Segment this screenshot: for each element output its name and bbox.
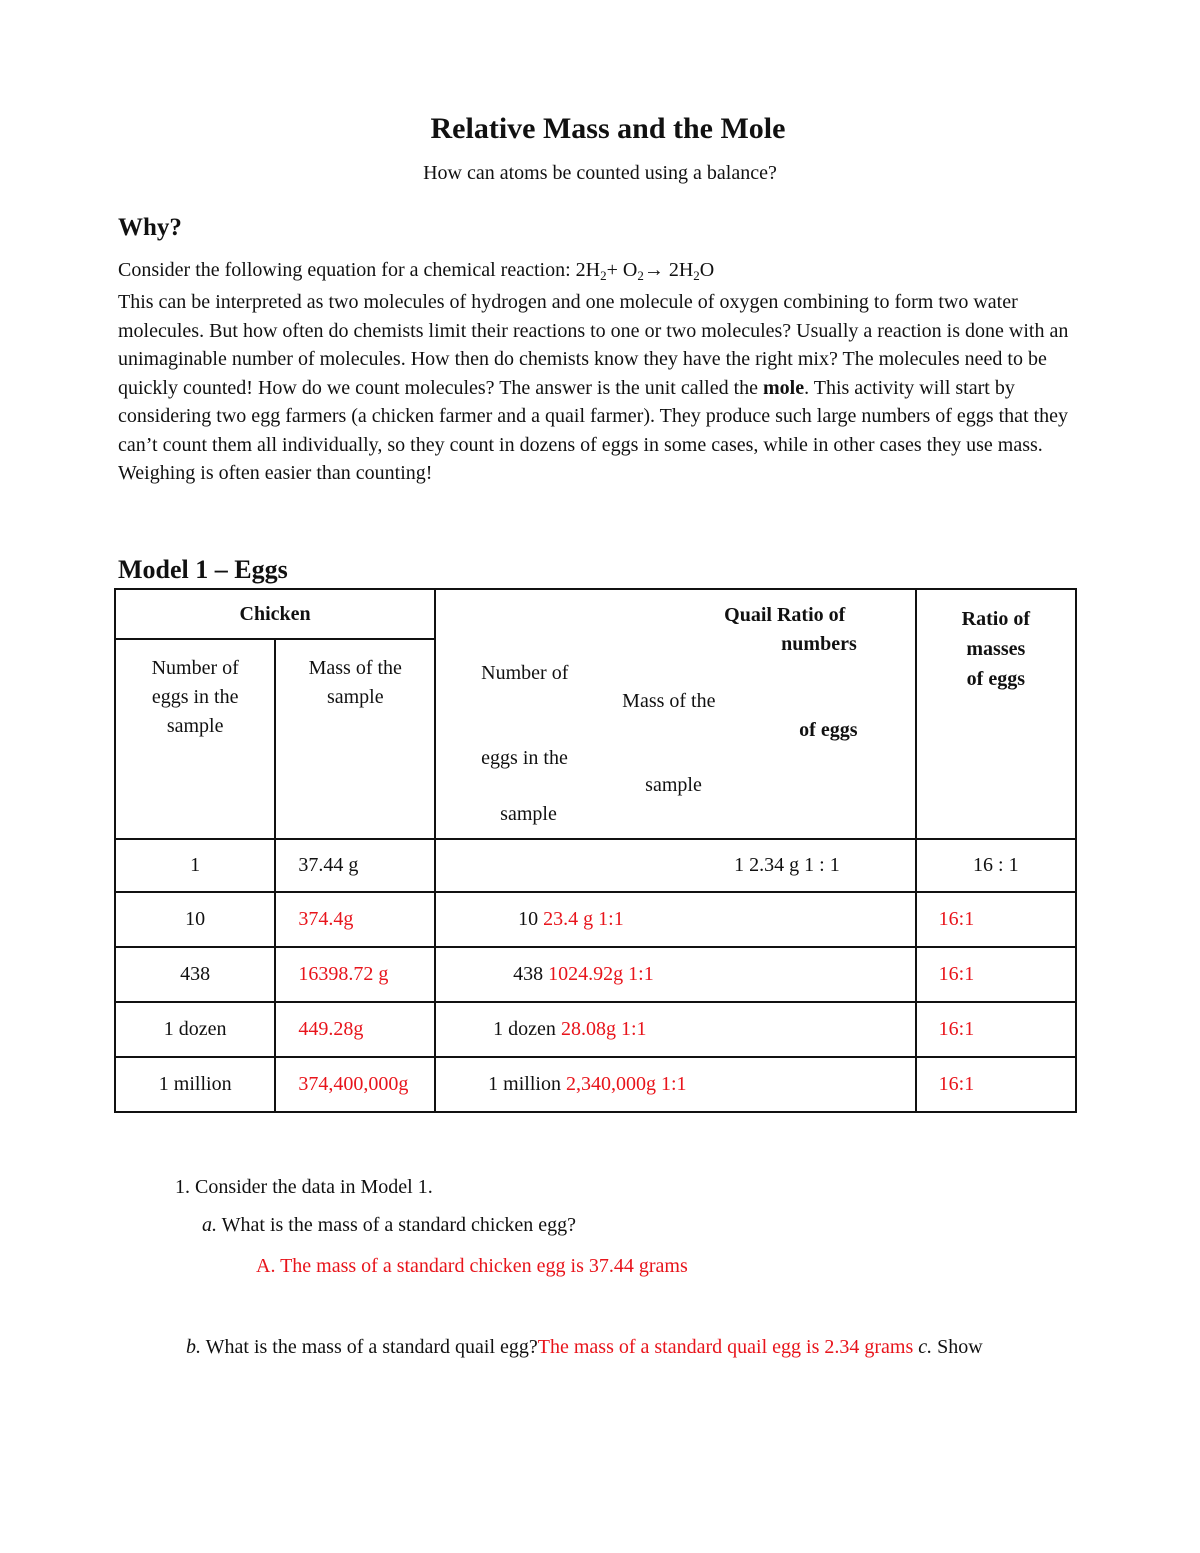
ratio-label-3: of eggs [966,668,1025,690]
answer-1b: The mass of a standard quail egg is 2.34 grams [537,1336,914,1358]
quail-answer: 1024.92g 1:1 [548,963,654,985]
ratio-label-2: masses [966,638,1026,660]
eq-water-o: O [699,259,715,281]
chicken-mass: 37.44 g [275,839,435,892]
chicken-mass: 16398.72 g [275,947,435,1002]
table-row [115,947,1076,1002]
quail-mass-label-1: Mass of the [622,690,716,712]
page-title: Relative Mass and the Mole [430,112,786,145]
eq-oxygen: + O [606,259,638,281]
quail-num-label-2: eggs in the [481,747,568,769]
num-label-2: eggs in the [151,686,239,708]
question-1b [186,1336,983,1359]
chicken-count: 1 [115,839,275,892]
ratio-cell: 16:1 [916,1057,1076,1112]
why-paragraph [118,288,1078,488]
equation-line [118,256,1078,285]
table-row [115,892,1076,947]
mass-label-1: Mass of the [308,657,402,679]
quail-cell [435,839,915,892]
quail-text: 10 [518,908,544,930]
eq-arrow-water: → 2H [643,259,694,281]
eggs-table [114,588,1077,1113]
question-text: What is the mass of a standard chicken egg? [217,1214,576,1236]
chicken-mass: 449.28g [275,1002,435,1057]
table-row [115,839,1076,892]
chicken-mass-header [275,639,435,839]
quail-cell [435,1057,915,1112]
quail-answer: 28.08g 1:1 [560,1018,647,1040]
eq-hydrogen: 2H [575,259,601,281]
numbers-label: numbers [781,633,857,655]
quail-cell [435,1002,915,1057]
question-text: What is the mass of a standard quail egg? [201,1336,538,1358]
quail-answer: 2,340,000g 1:1 [565,1073,687,1095]
ratio-cell: 16:1 [916,892,1076,947]
ratio-cell: 16:1 [916,1002,1076,1057]
mole-term: mole [763,376,805,399]
eq-sub: 2 [693,268,700,283]
quail-answer: 23.4 g 1:1 [543,908,624,930]
model-title: Model 1 – Eggs [118,555,288,584]
table-row [115,1057,1076,1112]
quail-header [435,589,915,839]
chicken-count: 438 [115,947,275,1002]
ratio-cell: 16 : 1 [916,839,1076,892]
mass-label-2: sample [326,686,384,708]
quail-cell [435,947,915,1002]
chicken-header: Chicken [115,589,435,639]
chicken-number-header [115,639,275,839]
why-body-text-cont: . This activity will start by considering two egg farmers (a chicken farmer and a quail farmer). They produce such large numbers of eggs that they can’t count them all individually, so they count in dozens of eggs in some cases, while in other cases they use mass. Weighing is often easier than counting! [118,376,1069,484]
why-body-text: This can be interpreted as two molecules of hydrogen and one molecule of oxygen combining to form two water molecules. But how often do chemists limit their reactions to one or two molecules? Usually a reaction is done with an unimaginable number of molecules. How then do chemists know they have the right mix? The molecules need to be quickly counted! How do we count molecules? The answer is the unit called the [118,291,1069,399]
question-text: Show [932,1336,983,1358]
chicken-count: 1 dozen [115,1002,275,1057]
num-label-1: Number of [151,657,239,679]
table-row [115,1002,1076,1057]
quail-text: 1 dozen [493,1018,561,1040]
question-letter: b. [186,1336,201,1358]
quail-mass-label-2: sample [645,774,702,796]
quail-ratio-label: Quail Ratio of [724,604,846,626]
why-heading: Why? [118,214,182,241]
of-eggs-label: of eggs [799,719,858,741]
ratio-masses-header [916,589,1076,839]
ratio-cell: 16:1 [916,947,1076,1002]
quail-text: 1 million [488,1073,566,1095]
quail-text: 1 2.34 g 1 : 1 [734,854,840,876]
chicken-mass: 374,400,000g [275,1057,435,1112]
num-label-3: sample [166,715,224,737]
question-1a [202,1214,576,1237]
chicken-count: 1 million [115,1057,275,1112]
quail-cell [435,892,915,947]
equation-intro: Consider the following equation for a chemical reaction: [118,259,576,281]
eq-sub: 2 [637,268,644,283]
question-letter: a. [202,1214,217,1236]
page-subtitle: How can atoms be counted using a balance? [423,162,777,184]
quail-num-label-3: sample [500,803,557,825]
chicken-mass: 374.4g [275,892,435,947]
answer-1a: A. The mass of a standard chicken egg is 37.44 grams [256,1255,688,1277]
eq-sub: 2 [600,268,607,283]
chicken-count: 10 [115,892,275,947]
quail-num-label-1: Number of [481,662,569,684]
question-letter: c. [913,1336,933,1358]
ratio-label-1: Ratio of [961,608,1030,630]
question-1: 1. Consider the data in Model 1. [175,1176,433,1198]
quail-text: 438 [513,963,549,985]
